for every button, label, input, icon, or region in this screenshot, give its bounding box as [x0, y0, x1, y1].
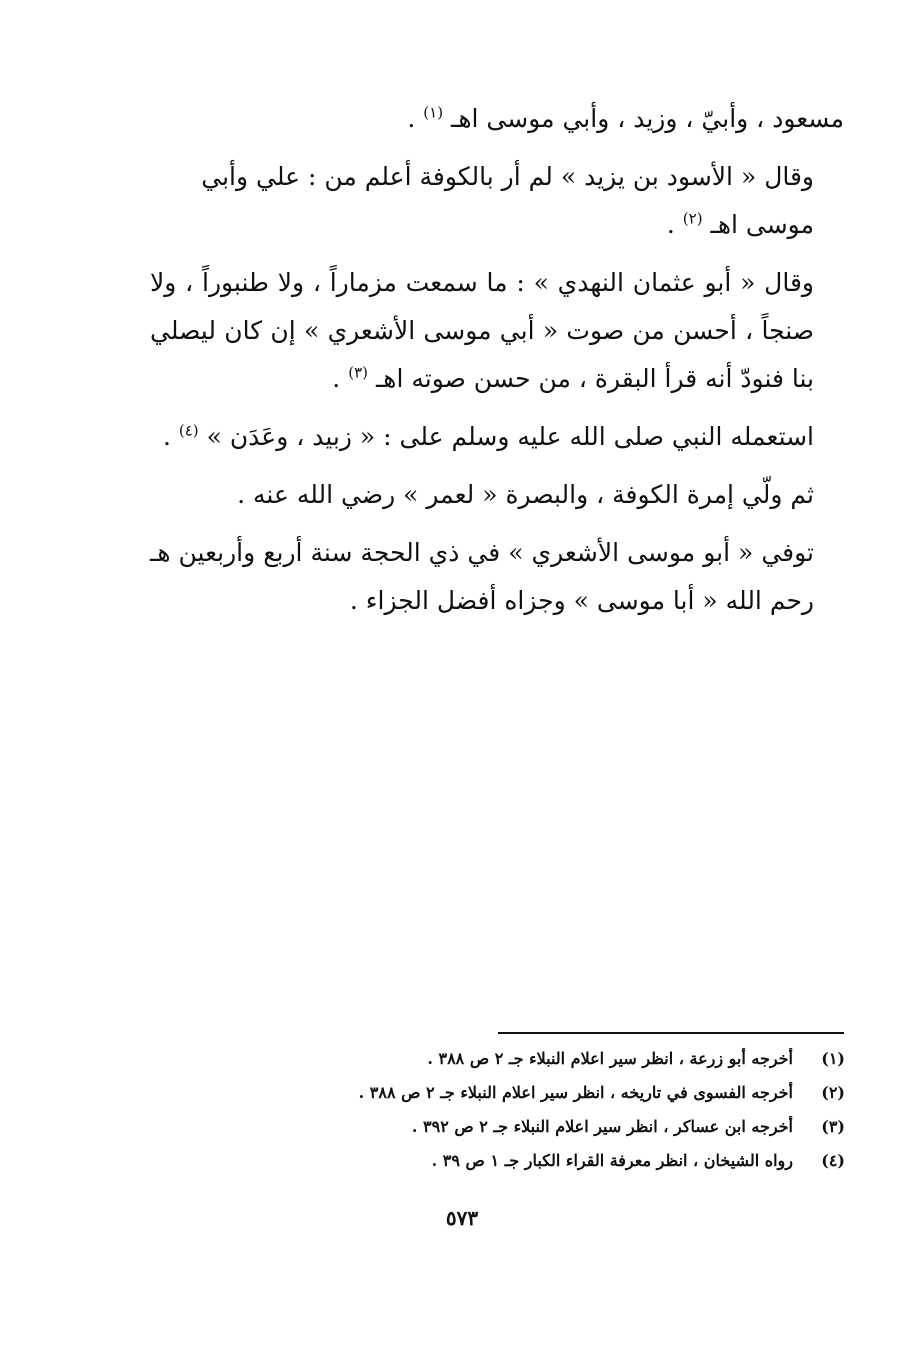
- paragraph-text: ثم ولّي إمرة الكوفة ، والبصرة « لعمر » رضي الله عنه .: [237, 480, 814, 509]
- footnote-separator: [498, 1032, 844, 1034]
- footnote-marker: (٤): [178, 421, 199, 440]
- paragraph-aswad: [150, 153, 844, 249]
- paragraph-text: وقال « أبو عثمان النهدي » : ما سمعت مزماراً ، ولا طنبوراً ، ولا صنجاً ، أحسن من صوت « أبي موسى الأشعري » إن كان ليصلي بنا فنودّ أنه قرأ البقرة ، من حسن صوته اهـ: [150, 268, 814, 393]
- paragraph-text: وقال « الأسود بن يزيد » لم أر بالكوفة أعلم من : علي وأبي موسى اهـ: [201, 162, 814, 239]
- paragraph-death: [150, 529, 844, 625]
- paragraph-end: .: [162, 422, 179, 451]
- paragraph-text: مسعود ، وأبيّ ، وزيد ، وأبي موسى اهـ: [451, 104, 844, 133]
- footnote-item: [300, 1042, 845, 1076]
- paragraph-end: .: [332, 364, 349, 393]
- paragraph-text: توفي « أبو موسى الأشعري » في ذي الحجة سنة أربع وأربعين هـ رحم الله « أبا موسى » وجزاه أفضل الجزاء .: [150, 538, 814, 615]
- footnote-text: رواه الشيخان ، انظر معرفة القراء الكبار جـ ١ ص ٣٩ .: [431, 1151, 793, 1170]
- footnote-text: أخرجه ابن عساكر ، انظر سير اعلام النبلاء جـ ٢ ص ٣٩٢ .: [411, 1117, 793, 1136]
- paragraph-continuation: [150, 95, 844, 143]
- footnote-number: (٣): [821, 1117, 845, 1136]
- footnote-marker: (٣): [348, 363, 368, 382]
- footnote-number: (٤): [821, 1151, 845, 1170]
- main-text: [150, 95, 844, 635]
- footnote-number: (٢): [821, 1083, 845, 1102]
- paragraph-appointment: [150, 413, 844, 461]
- paragraph-text: استعمله النبي صلى الله عليه وسلم على : « زبيد ، وعَدَن »: [206, 422, 814, 451]
- page-number: ٥٧٣: [445, 1206, 479, 1230]
- footnote-item: [300, 1076, 845, 1110]
- footnote-item: [300, 1144, 845, 1178]
- paragraph-governorship: [150, 471, 844, 519]
- paragraph-end: .: [407, 104, 424, 133]
- paragraph-end: .: [666, 210, 683, 239]
- footnote-marker: (١): [423, 103, 444, 122]
- footnote-item: [300, 1110, 845, 1144]
- footnote-text: أخرجه أبو زرعة ، انظر سير اعلام النبلاء جـ ٢ ص ٣٨٨ .: [427, 1049, 793, 1068]
- footnote-number: (١): [821, 1049, 845, 1068]
- footnote-text: أخرجه الفسوى في تاريخه ، انظر سير اعلام النبلاء جـ ٢ ص ٣٨٨ .: [358, 1083, 793, 1102]
- paragraph-nahdi: [150, 259, 844, 403]
- footnotes: [300, 1042, 845, 1178]
- footnote-marker: (٢): [682, 209, 703, 228]
